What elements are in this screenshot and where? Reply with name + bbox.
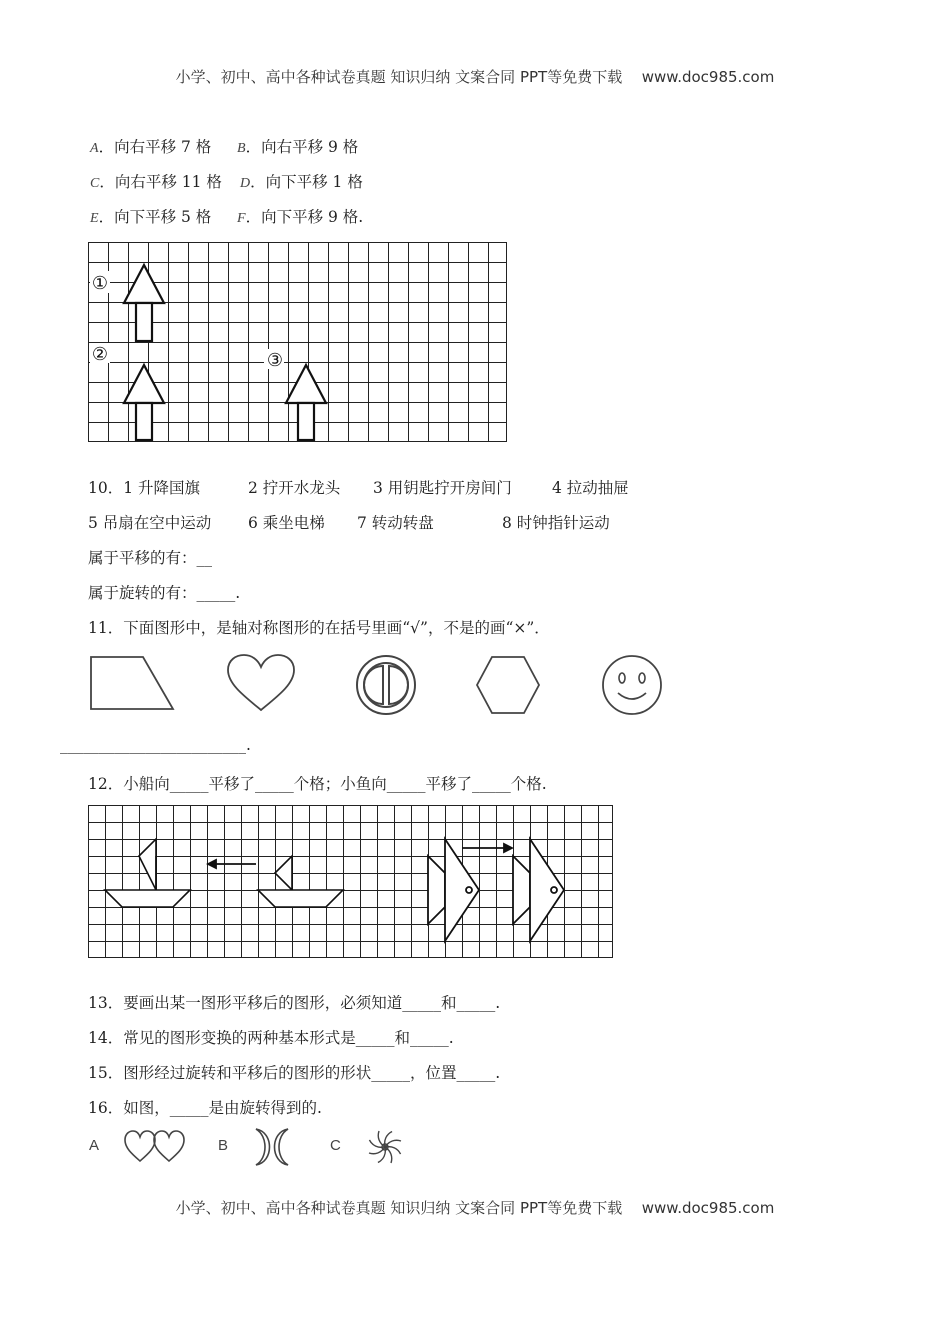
q11-answer-line: ________________________. [60,736,251,754]
arrow-1 [124,265,164,341]
q14-question: 14．常见的图形变换的两种基本形式是_____和_____. [88,1029,454,1047]
pinwheel-shape [364,1126,406,1168]
figure-label-2: ② [91,344,109,365]
arrow-grid-figure [88,241,510,445]
footer-text: 小学、初中、高中各种试卷真题 知识归纳 文案合同 PPT等免费下载 [175,1199,623,1217]
q10-item-8: 8 时钟指针运动 [502,514,610,532]
q10-item-1: 10．1 升降国旗 [88,479,201,497]
figure-label-3: ③ [266,350,284,371]
q15-question: 15．图形经过旋转和平移后的图形的形状_____，位置_____. [88,1064,501,1082]
q16-label-a: A [89,1137,100,1154]
option-e: E．向下平移 5 格 [90,208,212,226]
translation-answer-line: 属于平移的有：__ [88,549,213,567]
q16-label-c: C [330,1137,341,1154]
fish-original [428,839,479,941]
q10-item-6: 6 乘坐电梯 [248,514,325,532]
split-circle-shape [354,653,418,717]
boat-moved [258,856,343,907]
arrow-3 [286,365,326,440]
q11-question: 11．下面图形中，是轴对称图形的在括号里画“√”，不是的画“×”． [88,619,550,637]
option-d: D．向下平移 1 格 [240,173,363,191]
page-header [0,66,950,87]
boat-fish-grid-figure [88,804,616,960]
figure-label-1: ① [91,273,109,294]
header-text: 小学、初中、高中各种试卷真题 知识归纳 文案合同 PPT等免费下载 [175,68,623,86]
heart-shape [224,652,298,714]
option-a: A．向右平移 7 格 [90,138,212,156]
option-f: F．向下平移 9 格. [237,208,364,226]
q12-question: 12．小船向_____平移了_____个格；小鱼向_____平移了_____个格. [88,775,547,793]
hexagon-shape [474,654,542,716]
option-b: B．向右平移 9 格 [237,138,359,156]
header-site: www.doc985.com [641,68,775,86]
fish-moved [513,839,564,941]
q13-question: 13．要画出某一图形平移后的图形，必须知道_____和_____. [88,994,501,1012]
q10-item-3: 3 用钥匙拧开房间门 [373,479,512,497]
option-c: C．向右平移 11 格 [90,173,222,191]
page-footer [0,1197,950,1218]
q10-item-5: 5 吊扇在空中运动 [88,514,212,532]
rotation-answer-line: 属于旋转的有：_____. [88,584,241,602]
smiley-shape [600,653,664,717]
q16-label-b: B [218,1137,229,1154]
left-arrow [208,860,256,868]
double-heart-shape [122,1128,188,1164]
double-crescent-shape [252,1126,292,1168]
q10-item-4: 4 拉动抽屉 [552,479,629,497]
footer-site: www.doc985.com [641,1199,775,1217]
q16-question: 16．如图，_____是由旋转得到的. [88,1099,322,1117]
q10-item-2: 2 拧开水龙头 [248,479,341,497]
q10-item-7: 7 转动转盘 [357,514,434,532]
trapezoid-shape [88,654,178,716]
right-arrow [462,844,512,852]
arrow-2 [124,365,164,440]
